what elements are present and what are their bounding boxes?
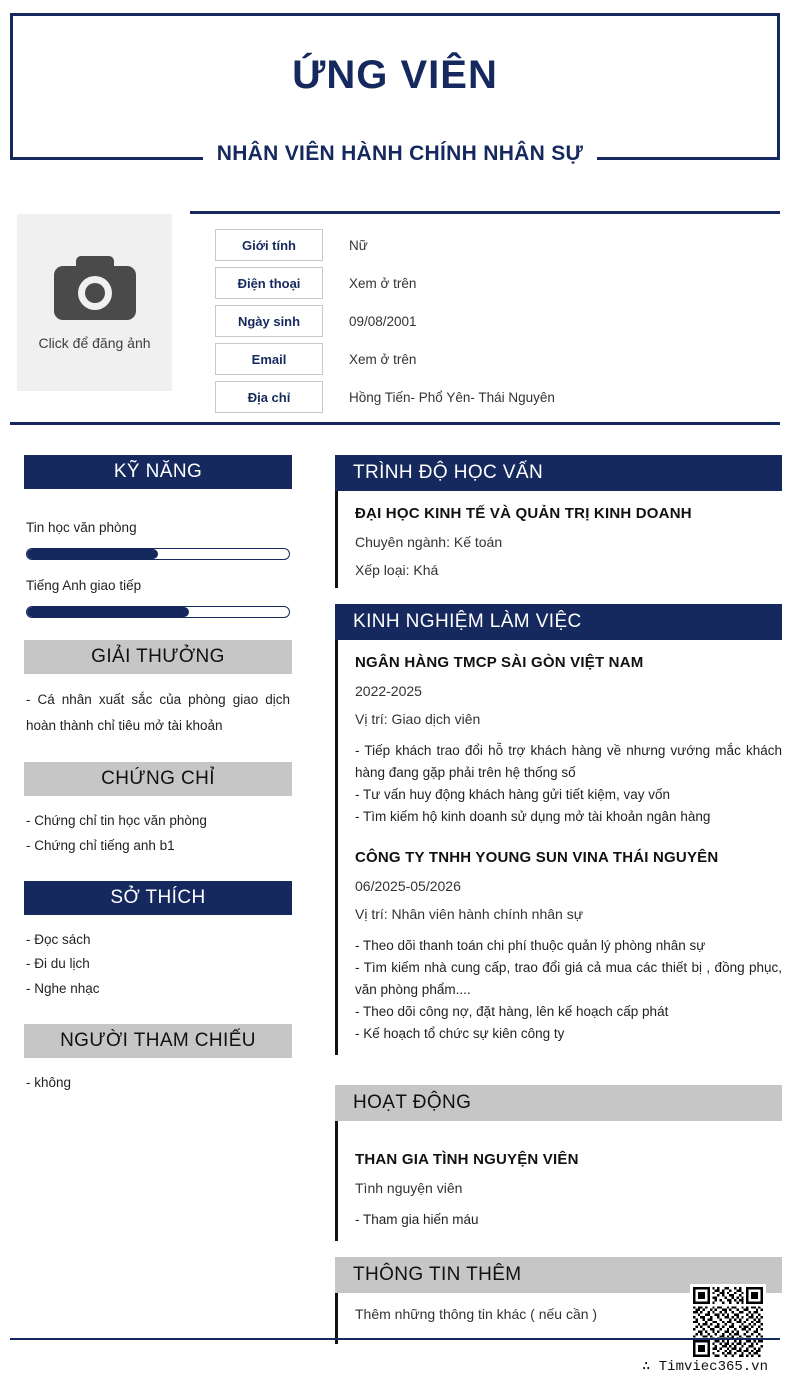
contact-table [215, 226, 755, 416]
section-experience [335, 604, 782, 1055]
entry-position[interactable]: Vị trí: Giao dịch viên [355, 711, 481, 727]
bullet-item[interactable]: - Tham gia hiến máu [355, 1211, 479, 1227]
section-header-education [335, 455, 782, 491]
left-column [24, 455, 292, 1118]
skills-body [24, 489, 292, 618]
contact-row-phone [215, 264, 755, 302]
contact-label: Giới tính [215, 229, 323, 261]
award-text[interactable]: - Cá nhân xuất sắc của phòng giao dịch hoàn thành chỉ tiêu mở tài khoản [26, 691, 290, 734]
list-item[interactable]: - không [26, 1075, 72, 1091]
photo-upload-label: Click để đăng ảnh [38, 335, 151, 351]
section-certificates [24, 762, 292, 859]
entry-title[interactable]: THAN GIA TÌNH NGUYỆN VIÊN [355, 1150, 579, 1168]
section-title: KỸ NĂNG [113, 461, 203, 482]
certificates-body [24, 796, 292, 859]
skill-label: Tiếng Anh giao tiếp [26, 577, 142, 593]
page-title: ỨNG VIÊN [292, 53, 498, 97]
entry-bullets [355, 935, 782, 1044]
entry-title[interactable]: ĐẠI HỌC KINH TẾ VÀ QUẢN TRỊ KINH DOANH [355, 505, 692, 522]
entry-role[interactable]: Tình nguyện viên [355, 1179, 463, 1196]
activity-entry [335, 1121, 782, 1241]
footer-divider [10, 1338, 780, 1340]
photo-upload-box[interactable] [17, 214, 172, 391]
entry-major[interactable]: Chuyên ngành: Kế toán [355, 534, 503, 550]
skill-item [26, 574, 290, 618]
footer-brand[interactable]: ∴ Timviec365.vn [641, 1359, 768, 1375]
interests-body [24, 915, 292, 1003]
section-title: KINH NGHIỆM LÀM VIỆC [353, 611, 582, 632]
contact-top-divider [190, 211, 780, 214]
section-title: CHỨNG CHỈ [101, 767, 215, 789]
section-title: HOẠT ĐỘNG [353, 1091, 472, 1113]
bullet-item[interactable]: - Tìm kiếm nhà cung cấp, trao đổi giá cả mua các thiết bị , đồng phục, văn phòng phẩm.... [355, 960, 782, 998]
list-item[interactable]: - Nghe nhạc [26, 981, 100, 997]
contact-row-address [215, 378, 755, 416]
section-references [24, 1024, 292, 1096]
contact-value[interactable]: Nữ [349, 237, 368, 253]
section-title: GIẢI THƯỞNG [91, 645, 225, 667]
entry-bullets [355, 740, 782, 827]
section-header-certificates [24, 762, 292, 796]
bullet-item[interactable]: - Theo dõi công nợ, đặt hàng, lên kế hoạch cấp phát [355, 1004, 669, 1020]
experience-entry [335, 640, 782, 1055]
skill-bar-fill [27, 607, 189, 617]
skill-label: Tin học văn phòng [26, 520, 137, 535]
section-title: NGƯỜI THAM CHIẾU [60, 1030, 256, 1052]
contact-value[interactable]: 09/08/2001 [349, 313, 417, 329]
entry-period[interactable]: 06/2025-05/2026 [355, 878, 461, 895]
section-title: THÔNG TIN THÊM [353, 1263, 522, 1285]
contact-row-birthdate [215, 302, 755, 340]
qr-code[interactable] [690, 1284, 766, 1360]
section-interests [24, 881, 292, 1003]
contact-row-gender [215, 226, 755, 264]
section-title: SỞ THÍCH [110, 886, 206, 908]
list-item[interactable]: - Chứng chỉ tin học văn phòng [26, 812, 207, 828]
job-title: NHÂN VIÊN HÀNH CHÍNH NHÂN SỰ [203, 143, 598, 164]
section-header-awards [24, 640, 292, 674]
entry-bullets [355, 1209, 782, 1231]
entry-grade[interactable]: Xếp loại: Khá [355, 562, 439, 578]
list-item[interactable]: - Đọc sách [26, 931, 91, 947]
section-header-references [24, 1024, 292, 1058]
contact-label: Email [215, 343, 323, 375]
contact-value[interactable]: Xem ở trên [349, 275, 417, 291]
list-item[interactable]: - Chứng chỉ tiếng anh b1 [26, 837, 175, 853]
skill-bar-track[interactable] [26, 606, 290, 618]
skill-bar-fill [27, 549, 158, 559]
bullet-item[interactable]: - Tìm kiếm hộ kinh doanh sử dụng mở tài khoản ngân hàng [355, 808, 711, 824]
contact-bottom-divider [10, 422, 780, 425]
bullet-item[interactable]: - Tiếp khách trao đổi hỗ trợ khách hàng về nhưng vướng mắc khách hàng đang gặp phải trên hệ thống số [355, 743, 782, 780]
entry-period[interactable]: 2022-2025 [355, 683, 422, 699]
section-header-experience [335, 604, 782, 640]
education-entry [335, 491, 782, 588]
contact-value[interactable]: Xem ở trên [349, 351, 417, 367]
section-skills [24, 455, 292, 618]
contact-label: Ngày sinh [215, 305, 323, 337]
right-column [335, 455, 782, 1344]
contact-label: Điện thoại [215, 267, 323, 299]
entry-position[interactable]: Vị trí: Nhân viên hành chính nhân sự [355, 906, 584, 923]
entry-company[interactable]: CÔNG TY TNHH YOUNG SUN VINA THÁI NGUYÊN [355, 849, 719, 867]
section-education [335, 455, 782, 588]
bullet-item[interactable]: - Theo dõi thanh toán chi phí thuộc quản lý phòng nhân sự [355, 938, 706, 954]
bullet-item[interactable]: - Tư vấn huy động khách hàng gửi tiết kiệm, vay vốn [355, 786, 670, 802]
header-subtitle-wrap [0, 143, 800, 164]
section-title: TRÌNH ĐỘ HỌC VẤN [353, 462, 544, 483]
contact-label: Địa chỉ [215, 381, 323, 413]
awards-body [24, 674, 292, 740]
camera-icon [53, 254, 137, 325]
skill-bar-track[interactable] [26, 548, 290, 560]
additional-text[interactable]: Thêm những thông tin khác ( nếu cần ) [355, 1305, 598, 1322]
section-header-interests [24, 881, 292, 915]
contact-value[interactable]: Hồng Tiến- Phổ Yên- Thái Nguyên [349, 389, 555, 405]
section-activities [335, 1085, 782, 1241]
references-body [24, 1058, 292, 1096]
bullet-item[interactable]: - Kế hoạch tổ chức sự kiên công ty [355, 1025, 565, 1041]
section-header-activities [335, 1085, 782, 1121]
contact-row-email [215, 340, 755, 378]
section-header-skills [24, 455, 292, 489]
list-item[interactable]: - Đi du lịch [26, 956, 90, 972]
section-awards [24, 640, 292, 740]
skill-item [26, 516, 290, 560]
entry-company[interactable]: NGÂN HÀNG TMCP SÀI GÒN VIỆT NAM [355, 654, 644, 671]
